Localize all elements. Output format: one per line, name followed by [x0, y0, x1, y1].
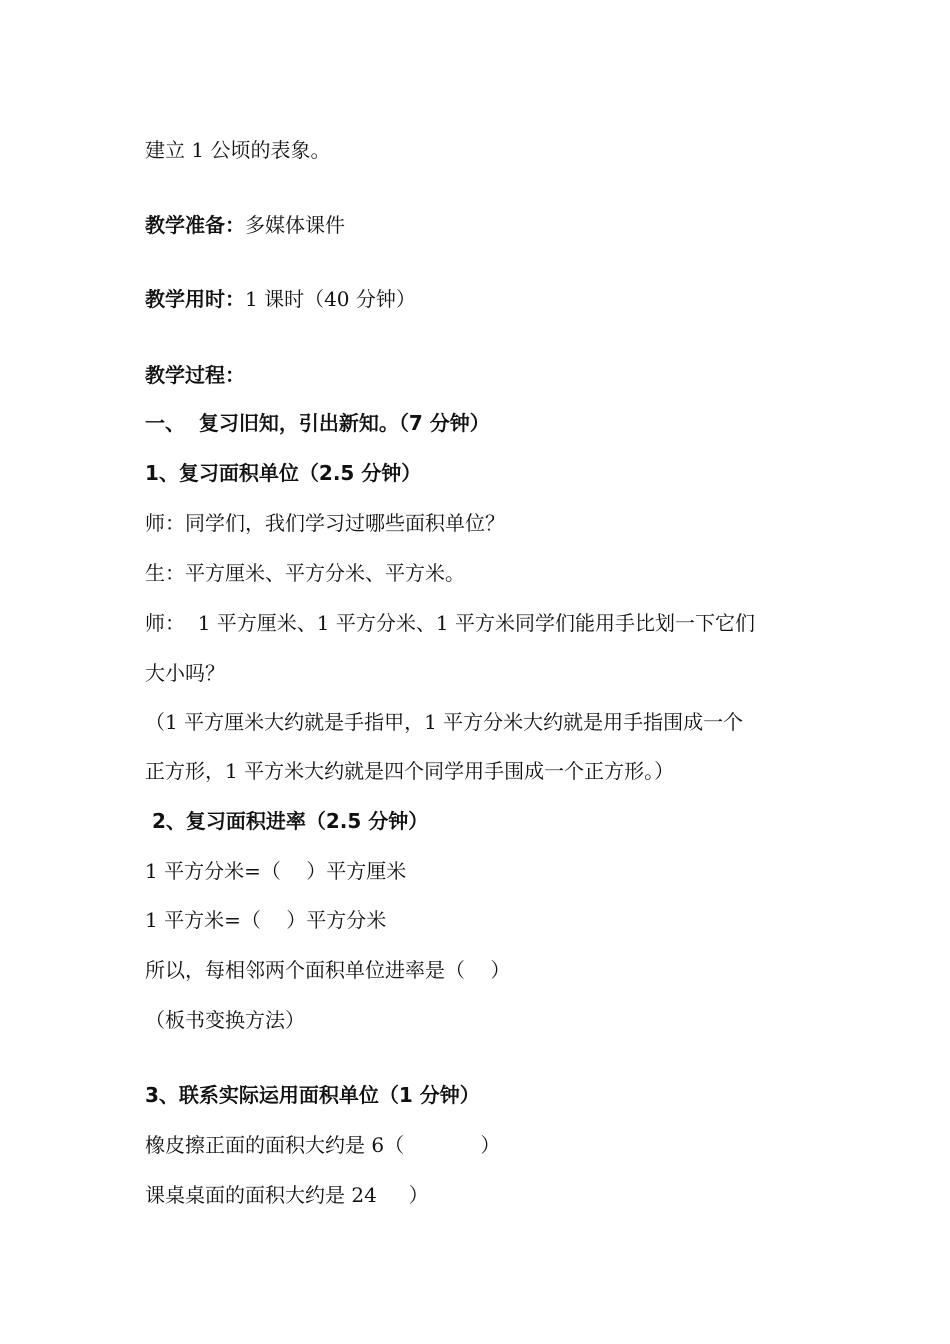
sub3-heading: 3、联系实际运用面积单位（1 分钟） [145, 1083, 480, 1107]
duration-line [145, 286, 416, 312]
sub2-line: 所以，每相邻两个面积单位进率是（ ） [145, 958, 511, 982]
prep-label: 教学准备： [145, 213, 245, 237]
prep-line [145, 212, 345, 238]
prep-value: 多媒体课件 [245, 213, 345, 237]
sub1-line: （1 平方厘米大约就是手指甲，1 平方分米大约就是用手指围成一个 [145, 710, 744, 734]
duration-label: 教学用时： [145, 287, 245, 311]
sub1-line: 正方形，1 平方米大约就是四个同学用手围成一个正方形。） [145, 759, 675, 783]
sub1-heading: 1、复习面积单位（2.5 分钟） [145, 461, 422, 485]
sub3-line: 课桌桌面的面积大约是 24 ） [145, 1183, 429, 1207]
sub2-heading: 2、复习面积进率（2.5 分钟） [145, 809, 429, 833]
sub2-line: 1 平方米=（ ）平方分米 [145, 908, 387, 932]
sub2-line: （板书变换方法） [145, 1008, 305, 1032]
sub3-line: 橡皮擦正面的面积大约是 6（ ） [145, 1133, 501, 1157]
sub2-line: 1 平方分米=（ ）平方厘米 [145, 859, 407, 883]
intro-text: 建立 1 公顷的表象。 [145, 138, 331, 162]
duration-value: 1 课时（40 分钟） [245, 287, 416, 311]
process-heading: 教学过程： [145, 363, 245, 387]
sub1-line: 大小吗？ [145, 661, 225, 685]
sub1-line: 师： 1 平方厘米、1 平方分米、1 平方米同学们能用手比划一下它们 [145, 611, 755, 635]
sub1-line: 生：平方厘米、平方分米、平方米。 [145, 561, 465, 585]
section1-heading: 一、 复习旧知，引出新知。（7 分钟） [145, 411, 490, 435]
sub1-line: 师：同学们，我们学习过哪些面积单位？ [145, 511, 505, 535]
